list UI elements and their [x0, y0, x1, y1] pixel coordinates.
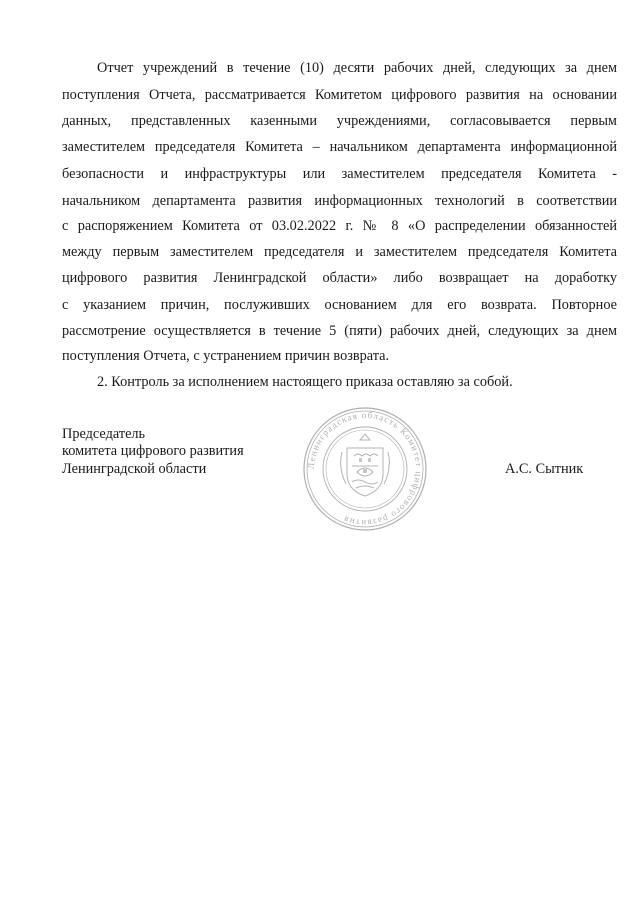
paragraph-line: поступления Отчета, рассматривается Комитетом цифрового развития на основании — [62, 87, 617, 103]
paragraph-line: начальником департамента развития информационных технологий в соответствии — [62, 193, 617, 209]
signatory-title-line: комитета цифрового развития — [62, 443, 244, 459]
paragraph-line: безопасности и инфраструктуры или заместителем председателя Комитета - — [62, 166, 617, 182]
paragraph-line: данных, представленных казенными учреждениями, согласовывается первым — [62, 113, 617, 129]
official-stamp — [302, 406, 428, 532]
paragraph-line: с указанием причин, послуживших основанием для его возврата. Повторное — [62, 297, 617, 313]
paragraph-line: между первым заместителем председателя и заместителем председателя Комитета — [62, 244, 617, 260]
paragraph-line: рассмотрение осуществляется в течение 5 (пяти) рабочих дней, следующих за днем — [62, 323, 617, 339]
paragraph-line: с распоряжением Комитета от 03.02.2022 г. № 8 «О распределении обязанностей — [62, 218, 617, 234]
paragraph-line: заместителем председателя Комитета – начальником департамента информационной — [62, 139, 617, 155]
signatory-name: А.С. Сытник — [505, 461, 584, 477]
paragraph-2: 2. Контроль за исполнением настоящего приказа оставляю за собой. — [97, 374, 513, 390]
stamp-text: Ленинградская область Комитет цифрового развития — [305, 409, 425, 529]
stamp-seal-icon — [302, 406, 428, 532]
signatory-title-line: Ленинградской области — [62, 461, 207, 477]
paragraph-line: цифрового развития Ленинградской области» либо возвращает на доработку — [62, 270, 617, 286]
signatory-title-line: Председатель — [62, 426, 146, 442]
paragraph-line: поступления Отчета, с устранением причин возврата. — [62, 348, 390, 364]
paragraph-line: Отчет учреждений в течение (10) десяти рабочих дней, следующих за днем — [97, 60, 617, 76]
